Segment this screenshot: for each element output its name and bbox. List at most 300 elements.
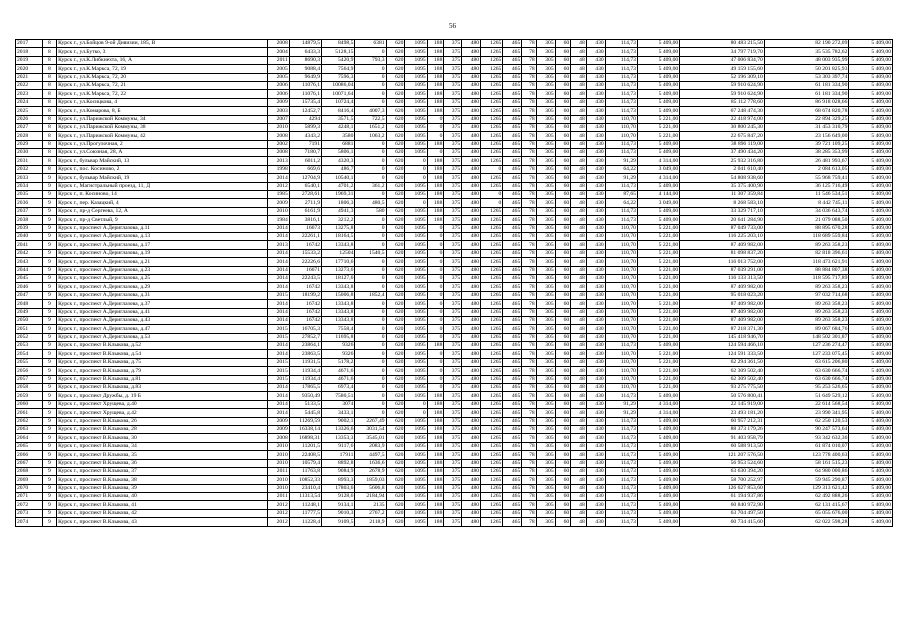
cell-build-year: 2008 bbox=[267, 434, 289, 442]
cell-build-year: 2012 bbox=[267, 509, 289, 517]
cell-cost-item-10: 60 bbox=[555, 501, 571, 509]
table-row bbox=[16, 392, 893, 400]
cell-cost-item-6: 1265 bbox=[481, 425, 503, 433]
cell-unit-cost: 3 049,00 bbox=[637, 199, 679, 207]
cell-cost-total-per-m2: 91,29 bbox=[605, 409, 637, 417]
cell-build-year: 2014 bbox=[267, 283, 289, 291]
cell-address: Курск г., проспект А.Дериглазова, д.53 bbox=[57, 333, 267, 341]
cell-total-cost: 60 957 212,31 bbox=[680, 417, 765, 425]
cell-cost-item-5: 480 bbox=[462, 81, 481, 89]
cell-nonliving-area: 3031,54 bbox=[355, 425, 386, 433]
cell-group-number: 9 bbox=[42, 342, 56, 350]
cell-cost-item-10: 60 bbox=[555, 174, 571, 182]
cell-living-area: 4671,6 bbox=[322, 367, 355, 375]
cell-indexed-cost: 82 190 272,09 bbox=[764, 40, 849, 48]
cell-cost-item-9: 305 bbox=[536, 199, 555, 207]
cell-cost-item-12: 430 bbox=[586, 165, 605, 173]
cell-cost-item-4: 375 bbox=[444, 73, 462, 81]
cell-cost-item-3: 188 bbox=[427, 467, 444, 475]
cell-cost-item-10: 60 bbox=[555, 308, 571, 316]
cell-cost-item-6: 1265 bbox=[481, 90, 503, 98]
cell-unit-cost: 5 221,00 bbox=[637, 367, 679, 375]
cell-cost-item-8: 78 bbox=[522, 73, 536, 81]
cell-cost-item-12: 430 bbox=[586, 123, 605, 131]
cell-total-cost: 124 594 466,10 bbox=[680, 342, 765, 350]
cell-cost-item-10: 60 bbox=[555, 358, 571, 366]
cell-unit-cost: 5 409,00 bbox=[637, 518, 679, 526]
cell-cost-item-4: 375 bbox=[444, 249, 462, 257]
cell-cost-item-8: 78 bbox=[522, 509, 536, 517]
cell-total-cost: 49 159 155,60 bbox=[680, 65, 765, 73]
table-row bbox=[16, 48, 893, 56]
cell-group-number: 9 bbox=[42, 442, 56, 450]
cell-cost-item-1: 620 bbox=[386, 56, 405, 64]
cell-group-number: 9 bbox=[42, 459, 56, 467]
cell-unit-cost: 5 409,00 bbox=[637, 81, 679, 89]
cell-cost-item-2: 1095 bbox=[405, 241, 427, 249]
cell-cost-item-3: 188 bbox=[427, 199, 444, 207]
cell-cost-item-10: 60 bbox=[555, 467, 571, 475]
cell-max-unit-cost: 5 409,00 bbox=[849, 73, 893, 81]
cell-cost-item-3: 0 bbox=[427, 132, 444, 140]
cell-row-number: 2058 bbox=[16, 384, 43, 392]
cell-cost-item-6: 1265 bbox=[481, 73, 503, 81]
cell-cost-item-3: 188 bbox=[427, 392, 444, 400]
cell-cost-item-3: 0 bbox=[427, 266, 444, 274]
cell-total-area: 16742 bbox=[289, 300, 321, 308]
cell-cost-item-9: 305 bbox=[536, 484, 555, 492]
cell-cost-item-8: 78 bbox=[522, 65, 536, 73]
cell-max-unit-cost: 5 409,00 bbox=[849, 467, 893, 475]
cell-nonliving-area: 0 bbox=[355, 232, 386, 240]
cell-indexed-cost: 86 918 028,66 bbox=[764, 98, 849, 106]
cell-cost-item-4: 375 bbox=[444, 232, 462, 240]
cell-unit-cost: 5 221,00 bbox=[637, 249, 679, 257]
cell-cost-item-5: 480 bbox=[462, 451, 481, 459]
cell-living-area: 7558,4 bbox=[322, 325, 355, 333]
cell-total-cost: 62 294 361,50 bbox=[680, 358, 765, 366]
cell-address: Курск г., ул.Союзная, 28, А bbox=[57, 149, 267, 157]
cell-total-area: 11313,54 bbox=[289, 493, 321, 501]
cell-living-area: 9109,5 bbox=[322, 518, 355, 526]
cell-row-number: 2041 bbox=[16, 241, 43, 249]
cell-cost-total-per-m2: 114,73 bbox=[605, 518, 637, 526]
cell-cost-total-per-m2: 114,73 bbox=[605, 484, 637, 492]
cell-total-area: 16742 bbox=[289, 316, 321, 324]
cell-cost-item-12: 430 bbox=[586, 459, 605, 467]
cell-cost-item-10: 60 bbox=[555, 459, 571, 467]
cell-cost-item-8: 78 bbox=[522, 98, 536, 106]
cell-cost-item-1: 620 bbox=[386, 434, 405, 442]
cell-row-number: 2019 bbox=[16, 56, 43, 64]
cell-group-number: 9 bbox=[42, 224, 56, 232]
cell-cost-item-6: 1265 bbox=[481, 350, 503, 358]
cell-cost-item-12: 430 bbox=[586, 266, 605, 274]
cell-indexed-cost: 8 442 745,11 bbox=[764, 199, 849, 207]
cell-row-number: 2024 bbox=[16, 98, 43, 106]
cell-unit-cost: 5 409,00 bbox=[637, 467, 679, 475]
cell-cost-item-12: 430 bbox=[586, 467, 605, 475]
cell-unit-cost: 5 409,00 bbox=[637, 451, 679, 459]
cell-build-year: 2015 bbox=[267, 333, 289, 341]
cell-unit-cost: 5 409,00 bbox=[637, 484, 679, 492]
cell-nonliving-area: 2118,9 bbox=[355, 518, 386, 526]
cell-group-number: 8 bbox=[42, 40, 56, 48]
table-row bbox=[16, 300, 893, 308]
cell-cost-item-2: 1095 bbox=[405, 65, 427, 73]
cell-living-area: 15006,8 bbox=[322, 291, 355, 299]
cell-nonliving-area: 0 bbox=[355, 375, 386, 383]
cell-cost-item-6: 1265 bbox=[481, 123, 503, 131]
cell-cost-item-8: 78 bbox=[522, 283, 536, 291]
cell-unit-cost: 5 409,00 bbox=[637, 476, 679, 484]
cell-total-cost: 87 049 733,00 bbox=[680, 224, 765, 232]
cell-build-year: 2012 bbox=[267, 518, 289, 526]
cell-cost-item-8: 78 bbox=[522, 232, 536, 240]
cell-total-area: 14879,5 bbox=[289, 40, 321, 48]
cell-cost-item-9: 305 bbox=[536, 73, 555, 81]
cell-address: Курск г., пр-д Светлый, 9 bbox=[57, 216, 267, 224]
cell-row-number: 2060 bbox=[16, 400, 43, 408]
cell-living-area: 5420,9 bbox=[322, 56, 355, 64]
cell-cost-item-10: 60 bbox=[555, 107, 571, 115]
cell-total-area: 17865,5 bbox=[289, 384, 321, 392]
cell-build-year: 2011 bbox=[267, 467, 289, 475]
cell-max-unit-cost: 5 409,00 bbox=[849, 249, 893, 257]
cell-cost-item-1: 620 bbox=[386, 123, 405, 131]
cell-total-cost: 52 196 309,10 bbox=[680, 73, 765, 81]
cell-cost-item-10: 60 bbox=[555, 207, 571, 215]
table-row bbox=[16, 40, 893, 48]
cell-cost-item-8: 78 bbox=[522, 149, 536, 157]
cell-nonliving-area: 0 bbox=[355, 274, 386, 282]
table-row bbox=[16, 358, 893, 366]
cell-cost-item-3: 188 bbox=[427, 98, 444, 106]
cell-cost-item-12: 430 bbox=[586, 132, 605, 140]
cell-nonliving-area: 0 bbox=[355, 81, 386, 89]
cell-cost-item-4: 375 bbox=[444, 283, 462, 291]
cell-cost-total-per-m2: 114,73 bbox=[605, 467, 637, 475]
cell-cost-item-1: 620 bbox=[386, 367, 405, 375]
cell-unit-cost: 4 314,00 bbox=[637, 157, 679, 165]
cell-total-cost: 61 194 937,86 bbox=[680, 493, 765, 501]
cell-cost-item-7: 465 bbox=[503, 56, 522, 64]
cell-cost-item-5: 480 bbox=[462, 224, 481, 232]
cell-address: Курск г., ул.Парижской Коммуны, 34 bbox=[57, 115, 267, 123]
cell-max-unit-cost: 5 409,00 bbox=[849, 425, 893, 433]
cell-cost-item-11: 48 bbox=[571, 342, 587, 350]
cell-nonliving-area: 6381 bbox=[355, 40, 386, 48]
cell-total-area: 7191 bbox=[289, 140, 321, 148]
cell-cost-item-7: 465 bbox=[503, 392, 522, 400]
cell-cost-item-10: 60 bbox=[555, 484, 571, 492]
cell-cost-item-5: 480 bbox=[462, 207, 481, 215]
cell-cost-item-5: 480 bbox=[462, 501, 481, 509]
cell-cost-item-7: 465 bbox=[503, 384, 522, 392]
cell-address: Курск г., ул.Комарова, 8, Б bbox=[57, 107, 267, 115]
cell-cost-item-11: 48 bbox=[571, 493, 587, 501]
cell-build-year: 2003 bbox=[267, 107, 289, 115]
cell-total-cost: 93 275 775,50 bbox=[680, 384, 765, 392]
cell-group-number: 9 bbox=[42, 358, 56, 366]
cell-cost-item-2: 1095 bbox=[405, 501, 427, 509]
cell-cost-item-11: 48 bbox=[571, 157, 587, 165]
cell-max-unit-cost: 5 409,00 bbox=[849, 358, 893, 366]
cell-nonliving-area: 0 bbox=[355, 140, 386, 148]
cell-nonliving-area: 0 bbox=[355, 191, 386, 199]
cell-cost-total-per-m2: 114,73 bbox=[605, 98, 637, 106]
cell-total-area: 23410,4 bbox=[289, 484, 321, 492]
cell-unit-cost: 5 409,00 bbox=[637, 417, 679, 425]
cell-cost-item-5: 480 bbox=[462, 241, 481, 249]
cell-cost-item-6: 1265 bbox=[481, 241, 503, 249]
cell-cost-item-5: 480 bbox=[462, 266, 481, 274]
cell-cost-item-9: 305 bbox=[536, 350, 555, 358]
cell-cost-item-9: 305 bbox=[536, 81, 555, 89]
cell-row-number: 2026 bbox=[16, 115, 43, 123]
cell-cost-item-3: 188 bbox=[427, 165, 444, 173]
cell-build-year: 2008 bbox=[267, 40, 289, 48]
cell-nonliving-area: 4497,5 bbox=[355, 451, 386, 459]
table-row bbox=[16, 249, 893, 257]
cell-cost-item-5: 480 bbox=[462, 140, 481, 148]
cell-cost-item-9: 305 bbox=[536, 501, 555, 509]
cell-cost-item-3: 0 bbox=[427, 123, 444, 131]
cell-unit-cost: 5 409,00 bbox=[637, 107, 679, 115]
cell-living-area: 4671,6 bbox=[322, 375, 355, 383]
cell-cost-item-1: 620 bbox=[386, 400, 405, 408]
cell-cost-item-4: 375 bbox=[444, 367, 462, 375]
cell-cost-total-per-m2: 110,70 bbox=[605, 249, 637, 257]
cell-max-unit-cost: 5 409,00 bbox=[849, 216, 893, 224]
cell-cost-item-3: 0 bbox=[427, 241, 444, 249]
cell-cost-item-2: 1095 bbox=[405, 182, 427, 190]
cell-indexed-cost: 22 894 329,25 bbox=[764, 115, 849, 123]
cell-total-cost: 62 309 502,40 bbox=[680, 367, 765, 375]
table-row bbox=[16, 73, 893, 81]
cell-cost-item-3: 188 bbox=[427, 207, 444, 215]
cell-cost-total-per-m2: 114,73 bbox=[605, 140, 637, 148]
cell-cost-item-7: 465 bbox=[503, 165, 522, 173]
cell-living-area: 8498,5 bbox=[322, 40, 355, 48]
cell-max-unit-cost: 5 409,00 bbox=[849, 199, 893, 207]
cell-cost-item-9: 305 bbox=[536, 274, 555, 282]
cell-cost-item-11: 48 bbox=[571, 266, 587, 274]
cell-build-year: 1984 bbox=[267, 216, 289, 224]
cell-build-year: 2004 bbox=[267, 48, 289, 56]
cell-unit-cost: 5 409,00 bbox=[637, 459, 679, 467]
cell-total-cost: 30 800 245,30 bbox=[680, 123, 765, 131]
cell-cost-item-1: 620 bbox=[386, 165, 405, 173]
table-row bbox=[16, 425, 893, 433]
cell-cost-item-7: 465 bbox=[503, 258, 522, 266]
cell-cost-item-2: 1095 bbox=[405, 48, 427, 56]
cell-cost-item-11: 48 bbox=[571, 459, 587, 467]
cell-indexed-cost: 63 615 206,80 bbox=[764, 358, 849, 366]
cell-cost-item-8: 78 bbox=[522, 56, 536, 64]
cell-cost-item-5: 480 bbox=[462, 249, 481, 257]
cell-cost-item-7: 465 bbox=[503, 65, 522, 73]
cell-cost-item-2: 1095 bbox=[405, 274, 427, 282]
cell-cost-item-6: 1265 bbox=[481, 157, 503, 165]
cell-total-cost: 87 409 982,00 bbox=[680, 283, 765, 291]
cell-cost-item-10: 60 bbox=[555, 342, 571, 350]
cell-cost-item-3: 188 bbox=[427, 90, 444, 98]
cell-address: Курск г., проспект В.Клыкова, д.81 bbox=[57, 375, 267, 383]
cell-cost-item-9: 305 bbox=[536, 425, 555, 433]
cell-cost-item-4: 375 bbox=[444, 274, 462, 282]
table-row bbox=[16, 325, 893, 333]
cell-cost-item-5: 480 bbox=[462, 165, 481, 173]
cell-cost-total-per-m2: 114,73 bbox=[605, 73, 637, 81]
cell-build-year: 2014 bbox=[267, 308, 289, 316]
cell-nonliving-area: 793,3 bbox=[355, 56, 386, 64]
cell-cost-item-3: 0 bbox=[427, 375, 444, 383]
cell-total-cost: 116 225 203,10 bbox=[680, 232, 765, 240]
cell-cost-item-6: 1265 bbox=[481, 316, 503, 324]
cell-cost-item-10: 60 bbox=[555, 384, 571, 392]
cell-cost-item-4: 375 bbox=[444, 400, 462, 408]
cell-cost-item-9: 305 bbox=[536, 132, 555, 140]
cell-address: Курск г., проспект В.Клыкова, 39 bbox=[57, 484, 267, 492]
cell-cost-item-12: 430 bbox=[586, 342, 605, 350]
cell-cost-item-10: 60 bbox=[555, 451, 571, 459]
cell-cost-item-5: 480 bbox=[462, 232, 481, 240]
cell-cost-item-11: 48 bbox=[571, 392, 587, 400]
cell-cost-item-1: 620 bbox=[386, 375, 405, 383]
cell-cost-item-4: 375 bbox=[444, 384, 462, 392]
cell-build-year: 2014 bbox=[267, 249, 289, 257]
cell-cost-total-per-m2: 114,73 bbox=[605, 40, 637, 48]
cell-cost-item-7: 465 bbox=[503, 459, 522, 467]
cell-cost-item-6: 1265 bbox=[481, 115, 503, 123]
cell-cost-item-11: 48 bbox=[571, 425, 587, 433]
cell-nonliving-area: 722,5 bbox=[355, 115, 386, 123]
table-row bbox=[16, 333, 893, 341]
cell-cost-item-2: 1095 bbox=[405, 434, 427, 442]
cell-cost-item-2: 0 bbox=[405, 174, 427, 182]
cell-cost-item-1: 620 bbox=[386, 291, 405, 299]
cell-row-number: 2069 bbox=[16, 476, 43, 484]
cell-cost-item-12: 430 bbox=[586, 425, 605, 433]
cell-cost-item-6: 1265 bbox=[481, 493, 503, 501]
cell-cost-item-10: 60 bbox=[555, 350, 571, 358]
cell-cost-item-11: 48 bbox=[571, 48, 587, 56]
cell-nonliving-area: 0 bbox=[355, 392, 386, 400]
cell-address: Курск г., проспект В.Клыкова, 40 bbox=[57, 493, 267, 501]
cell-address: Курск г., проспект Дружбы, д. 19 Б bbox=[57, 392, 267, 400]
cell-row-number: 2061 bbox=[16, 409, 43, 417]
table-row bbox=[16, 182, 893, 190]
cell-cost-item-10: 60 bbox=[555, 325, 571, 333]
table-row bbox=[16, 98, 893, 106]
cell-group-number: 9 bbox=[42, 509, 56, 517]
cell-cost-item-12: 430 bbox=[586, 232, 605, 240]
cell-cost-item-10: 60 bbox=[555, 132, 571, 140]
cell-unit-cost: 4 314,00 bbox=[637, 400, 679, 408]
cell-cost-item-4: 375 bbox=[444, 493, 462, 501]
cell-group-number: 9 bbox=[42, 484, 56, 492]
cell-cost-item-9: 305 bbox=[536, 241, 555, 249]
cell-cost-item-1: 620 bbox=[386, 149, 405, 157]
cell-group-number: 8 bbox=[42, 123, 56, 131]
cell-cost-item-11: 48 bbox=[571, 216, 587, 224]
cell-cost-item-3: 188 bbox=[427, 484, 444, 492]
cell-total-area: 27852,7 bbox=[289, 333, 321, 341]
cell-nonliving-area: 0 bbox=[355, 98, 386, 106]
cell-cost-item-11: 48 bbox=[571, 434, 587, 442]
cell-build-year: 2005 bbox=[267, 73, 289, 81]
cell-row-number: 2048 bbox=[16, 300, 43, 308]
cell-unit-cost: 3 049,00 bbox=[637, 165, 679, 173]
cell-unit-cost: 5 409,00 bbox=[637, 493, 679, 501]
cell-unit-cost: 5 221,00 bbox=[637, 384, 679, 392]
cell-cost-item-3: 188 bbox=[427, 56, 444, 64]
cell-build-year: 2006 bbox=[267, 81, 289, 89]
cell-cost-item-1: 620 bbox=[386, 384, 405, 392]
cell-unit-cost: 5 409,00 bbox=[637, 509, 679, 517]
table-row bbox=[16, 308, 893, 316]
cell-cost-item-3: 188 bbox=[427, 342, 444, 350]
cell-cost-item-5: 480 bbox=[462, 48, 481, 56]
cell-cost-item-6: 1265 bbox=[481, 56, 503, 64]
cell-total-area: 9649,9 bbox=[289, 73, 321, 81]
cell-unit-cost: 5 409,00 bbox=[637, 501, 679, 509]
table-row bbox=[16, 384, 893, 392]
cell-cost-item-11: 48 bbox=[571, 501, 587, 509]
cell-indexed-cost: 90 247 573,64 bbox=[764, 425, 849, 433]
cell-unit-cost: 4 144,00 bbox=[637, 191, 679, 199]
cell-cost-item-3: 188 bbox=[427, 73, 444, 81]
table-row bbox=[16, 266, 893, 274]
cell-cost-item-10: 60 bbox=[555, 90, 571, 98]
cell-address: Курск г., ул.К.Маркса, 72, 22 bbox=[57, 90, 267, 98]
cell-cost-item-12: 430 bbox=[586, 350, 605, 358]
cell-total-cost: 35 375 400,90 bbox=[680, 182, 765, 190]
cell-cost-item-1: 620 bbox=[386, 81, 405, 89]
cell-cost-item-9: 305 bbox=[536, 333, 555, 341]
cell-max-unit-cost: 5 409,00 bbox=[849, 258, 893, 266]
cell-row-number: 2051 bbox=[16, 325, 43, 333]
cell-address: Курск г., проспект Хрущева, д.42 bbox=[57, 409, 267, 417]
cell-cost-item-3: 188 bbox=[427, 442, 444, 450]
cell-cost-item-12: 430 bbox=[586, 367, 605, 375]
cell-cost-item-7: 465 bbox=[503, 274, 522, 282]
cell-cost-item-9: 305 bbox=[536, 140, 555, 148]
cell-cost-item-11: 48 bbox=[571, 358, 587, 366]
cell-indexed-cost: 127 236 274,47 bbox=[764, 342, 849, 350]
cell-cost-item-1: 620 bbox=[386, 115, 405, 123]
cell-indexed-cost: 55 968 759,41 bbox=[764, 174, 849, 182]
cell-total-area: 16338,14 bbox=[289, 425, 321, 433]
cell-cost-item-1: 620 bbox=[386, 300, 405, 308]
cell-nonliving-area: 0 bbox=[355, 157, 386, 165]
cell-cost-item-10: 60 bbox=[555, 98, 571, 106]
cell-address: Курск г., ул.К.Маркса, 72, 19 bbox=[57, 65, 267, 73]
cell-cost-item-2: 1095 bbox=[405, 224, 427, 232]
cell-total-area: 10579,4 bbox=[289, 459, 321, 467]
table-row bbox=[16, 157, 893, 165]
table-row bbox=[16, 459, 893, 467]
cell-cost-item-8: 78 bbox=[522, 518, 536, 526]
cell-max-unit-cost: 5 409,00 bbox=[849, 241, 893, 249]
cell-cost-item-1: 620 bbox=[386, 199, 405, 207]
cell-group-number: 8 bbox=[42, 56, 56, 64]
cell-cost-total-per-m2: 114,73 bbox=[605, 509, 637, 517]
cell-cost-item-3: 188 bbox=[427, 493, 444, 501]
cell-cost-item-9: 305 bbox=[536, 300, 555, 308]
cell-nonliving-area: 0 bbox=[355, 350, 386, 358]
